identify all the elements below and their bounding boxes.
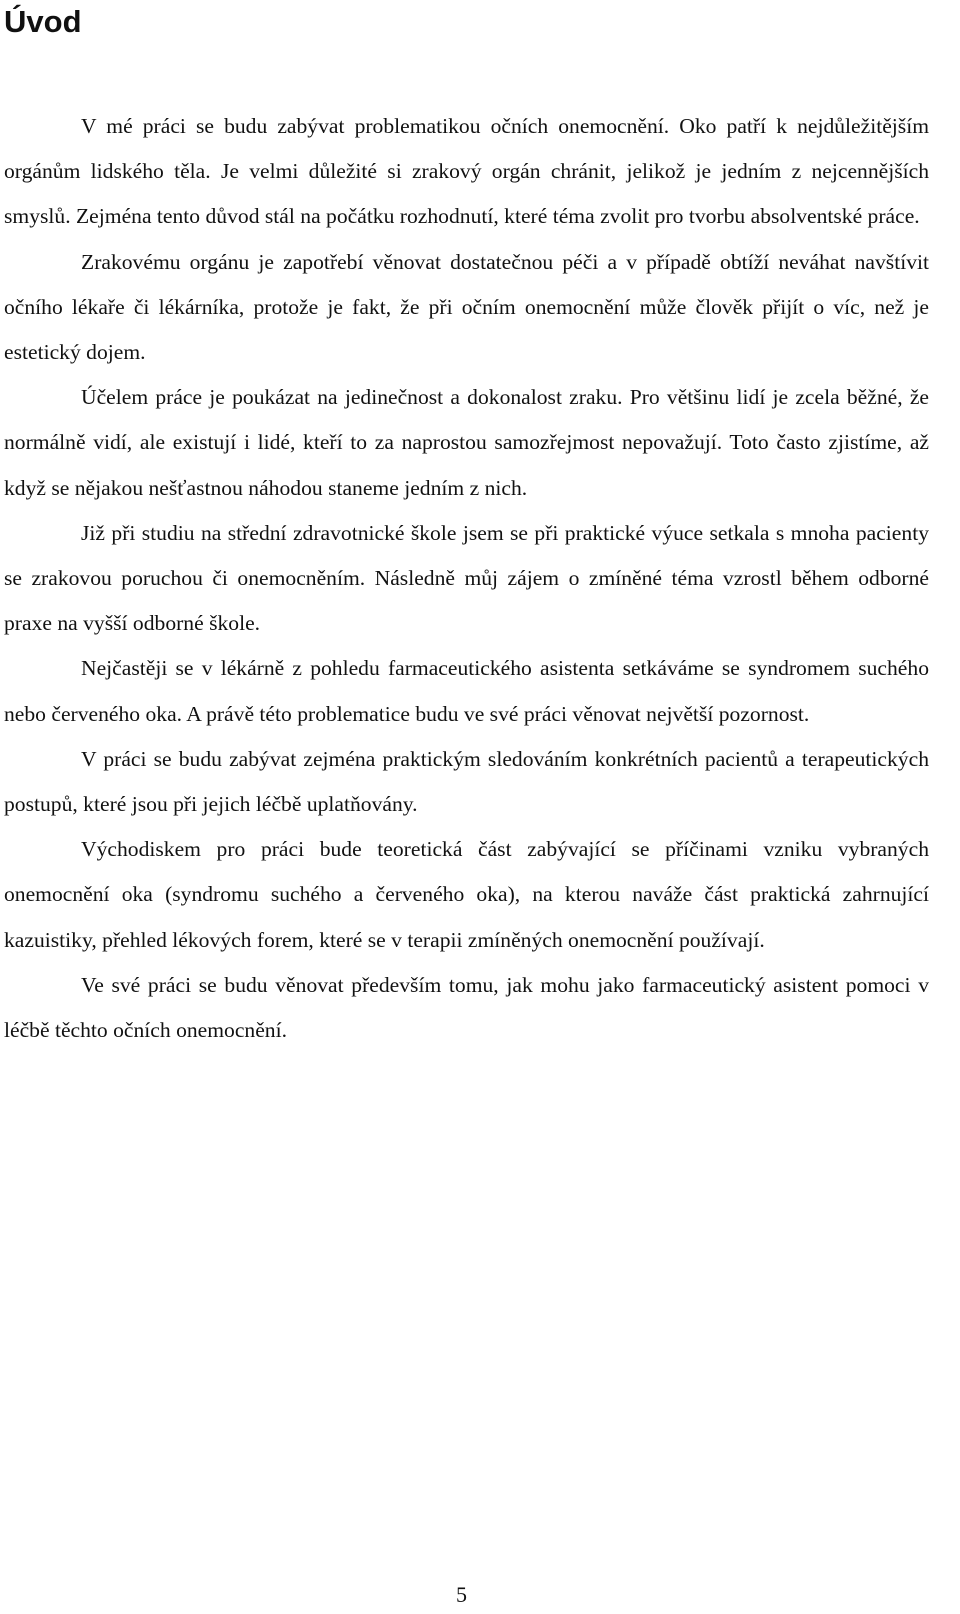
paragraph: Již při studiu na střední zdravotnické škole jsem se při praktické výuce setkala s mnoha pacienty se zrakovou poruchou či onemocněním. Následně můj zájem o zmíněné téma vzrostl během odborné praxe na vyšší odborné škole. xyxy=(4,520,929,636)
body-text xyxy=(4,104,929,1053)
paragraph: Východiskem pro práci bude teoretická část zabývající se příčinami vzniku vybraných onemocnění oka (syndromu suchého a červeného oka), na kterou naváže část praktická zahrnující kazuistiky, přehled lékových forem, které se v terapii zmíněných onemocnění používají. xyxy=(4,837,929,952)
page-number: 5 xyxy=(456,1582,467,1607)
paragraph: Nejčastěji se v lékárně z pohledu farmaceutického asistenta setkáváme se syndromem suchého nebo červeného oka. A právě této problematice budu ve své práci věnovat největší pozornost. xyxy=(4,656,929,726)
paragraph: V mé práci se budu zabývat problematikou očních onemocnění. Oko patří k nejdůležitějším orgánům lidského těla. Je velmi důležité si zrakový orgán chránit, jelikož je jedním z nejcennějších smyslů. Zejména tento důvod stál na počátku rozhodnutí, které téma zvolit pro tvorbu absolventské práce. xyxy=(4,114,929,229)
paragraph: Účelem práce je poukázat na jedinečnost a dokonalost zraku. Pro většinu lidí je zcela běžné, že normálně vidí, ale existují i lidé, kteří to za naprostou samozřejmost nepovažují. Toto často zjistíme, až když se nějakou nešťastnou náhodou staneme jedním z nich. xyxy=(4,385,929,500)
paragraph: Zrakovému orgánu je zapotřebí věnovat dostatečnou péči a v případě obtíží neváhat navštívit očního lékaře či lékárníka, protože je fakt, že při očním onemocnění může člověk přijít o víc, než je estetický dojem. xyxy=(4,249,929,365)
paragraph: Ve své práci se budu věnovat především tomu, jak mohu jako farmaceutický asistent pomoci v léčbě těchto očních onemocnění. xyxy=(4,972,929,1043)
page-title: Úvod xyxy=(4,4,82,39)
paragraph: V práci se budu zabývat zejména praktickým sledováním konkrétních pacientů a terapeutických postupů, které jsou při jejich léčbě uplatňovány. xyxy=(4,746,929,817)
